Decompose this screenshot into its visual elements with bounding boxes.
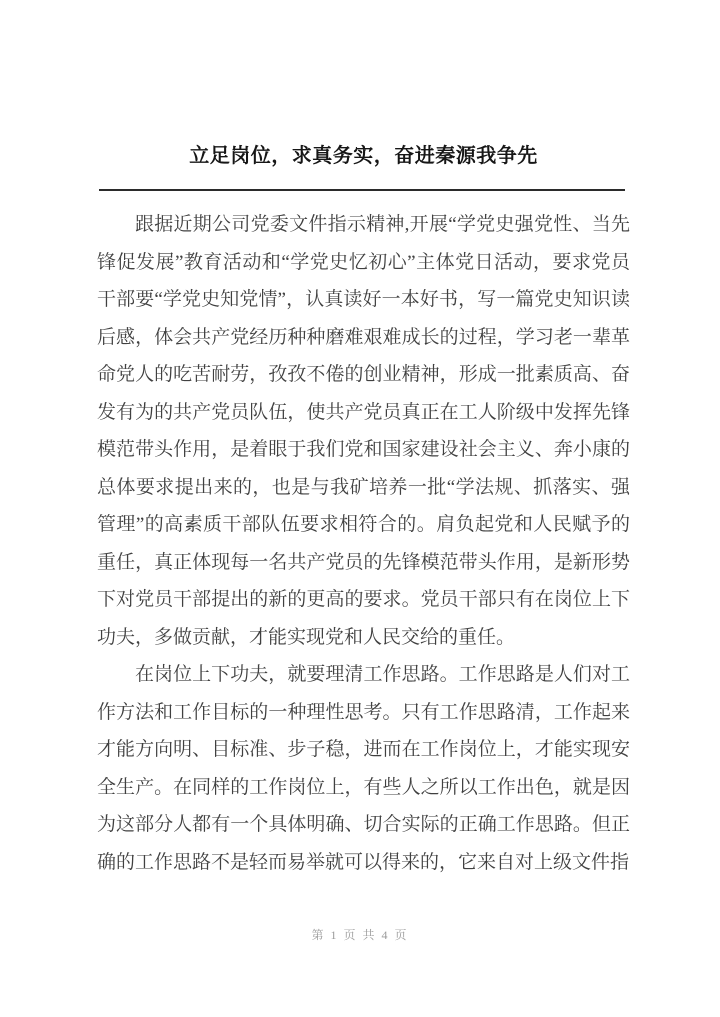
body-paragraph: 跟据近期公司党委文件指示精神,开展“学党史强党性、当先锋促发展”教育活动和“学党史忆初心”主体党日活动，要求党员干部要“学党史知党情”，认真读好一本好书，写一篇党史知识读后感，体会共产党经历种种磨难艰难成长的过程，学习老一辈革命党人的吃苦耐劳，孜孜不倦的创业精神，形成一批素质高、奋发有为的共产党员队伍，使共产党员真正在工人阶级中发挥先锋模范带头作用，是着眼于我们党和国家建设社会主义、奔小康的总体要求提出来的，也是与我矿培养一批“学法规、抓落实、强管理”的高素质干部队伍要求相符合的。肩负起党和人民赋予的重任，真正体现每一名共产党员的先锋模范带头作用，是新形势下对党员干部提出的新的更高的要求。党员干部只有在岗位上下功夫，多做贡献，才能实现党和人民交给的重任。 (97, 214, 630, 648)
page-title: 立足岗位，求真务实，奋进秦源我争先 (189, 145, 538, 167)
body-paragraph: 在岗位上下功夫，就要理清工作思路。工作思路是人们对工作方法和工作目标的一种理性思考。只有工作思路清，工作起来才能方向明、目标准、步子稳，进而在工作岗位上，才能实现安全生产。在同样的工作岗位上，有些人之所以工作出色，就是因为这部分人都有一个具体明确、切合实际的正确工作思路。但正确的工作思路不是轻而易举就可以得来的，它来自对上级文件指 (97, 664, 630, 873)
title-divider (99, 189, 625, 191)
page-footer (0, 926, 720, 944)
document-body (97, 206, 630, 881)
page-number-label: 第 1 页 共 4 页 (311, 928, 409, 942)
